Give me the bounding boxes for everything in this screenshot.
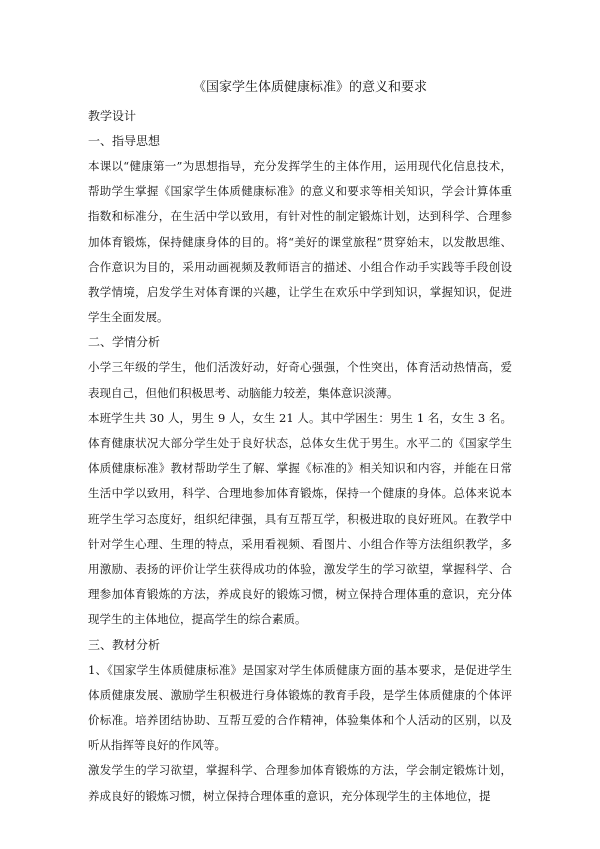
paragraph-guiding-ideology: 本课以“健康第一”为思想指导，充分发挥学生的主体作用，运用现代化信息技术，帮助学生掌握《国家学生体质健康标准》的意义和要求等相关知识，学会计算体重指数和标准分，在生活中学以致用，有针对性的制定锻炼计划，达到科学、合理参加体育锻炼，保持健康身体的目的。将“美好的课堂旅程”贯穿始末，以发散思维、合作意识为目的，采用动画视频及教师语言的描述、小组合作动手实践等手段创设教学情境，启发学生对体育课的兴趣，让学生在欢乐中学到知识，掌握知识，促进学生全面发展。 [88,159,512,325]
paragraph-textbook-analysis-2: 激发学生的学习欲望，掌握科学、合理参加体育锻炼的方法，学会制定锻炼计划，养成良好的锻炼习惯，树立保持合理体重的意识，充分体现学生的主体地位，提 [88,763,512,803]
document-body [88,104,512,809]
section-heading-student-analysis: 二、学情分析 [88,335,161,350]
document-title: 《国家学生体质健康标准》的意义和要求 [192,80,427,95]
paragraph-textbook-analysis-1: 1、《国家学生体质健康标准》是国家对学生体质健康方面的基本要求，是促进学生体质健康发展、激励学生积极进行身体锻炼的教育手段，是学生体质健康的个体评价标准。培养团结协助、互帮互爱的合作精神，体验集体和个人活动的区别，以及听从指挥等良好的作风等。 [88,662,512,753]
paragraph-student-analysis-1: 小学三年级的学生，他们活泼好动，好奇心强强，个性突出，体育活动热情高，爱表现自己，但他们积极思考、动脑能力较差，集体意识淡薄。 [88,360,512,400]
paragraph-student-analysis-2: 本班学生共 30 人，男生 9 人，女生 21 人。其中学困生：男生 1 名，女生 3 名。体育健康状况大部分学生处于良好状态，总体女生优于男生。水平二的《国家学生体质健康标准》教材帮助学生了解、掌握《标准的》相关知识和内容，并能在日常生活中学以致用，科学、合理地参加体育锻炼，保持一个健康的身体。总体来说本班学生学习态度好，组织纪律强，具有互帮互学，积极进取的良好班风。在教学中针对学生心理、生理的特点，采用看视频、看图片、小组合作等方法组织教学，多用激励、表扬的评价让学生获得成功的体验，激发学生的学习欲望，掌握科学、合理参加体育锻炼的方法，养成良好的锻炼习惯，树立保持合理体重的意识，充分体现学生的主体地位，提高学生的综合素质。 [88,410,512,627]
section-heading-textbook-analysis: 三、教材分析 [88,637,161,652]
section-heading-guiding-ideology: 一、指导思想 [88,134,161,148]
section-label: 教学设计 [88,109,137,123]
